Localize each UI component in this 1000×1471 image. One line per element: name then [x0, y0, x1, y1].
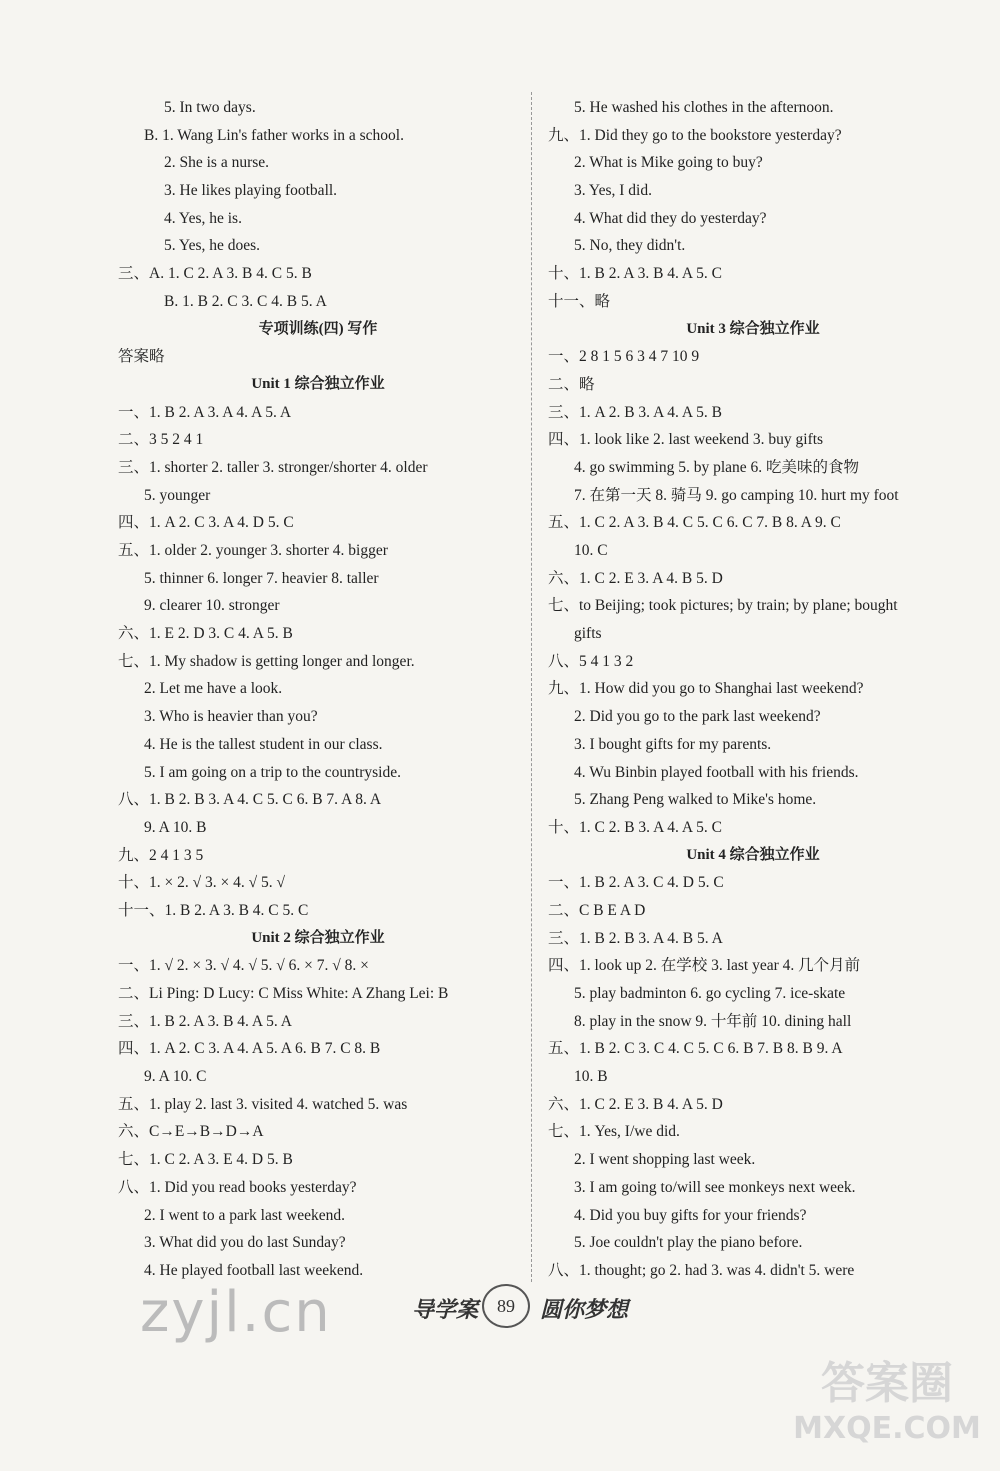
answer-line: 二、3 5 2 4 1: [118, 431, 204, 449]
answer-line: 十一、1. B 2. A 3. B 4. C 5. C: [118, 901, 309, 919]
answer-line: 4. Wu Binbin played football with his friends.: [574, 763, 859, 781]
answer-line: 九、1. How did you go to Shanghai last weekend?: [548, 680, 864, 698]
answer-line: 三、1. B 2. B 3. A 4. B 5. A: [548, 929, 723, 947]
answer-line: 5. I am going on a trip to the countryside.: [144, 763, 401, 781]
answer-line: 4. He played football last weekend.: [144, 1261, 364, 1279]
stamp-top-text: 答案圈: [821, 1358, 953, 1409]
answer-line: 3. He likes playing football.: [164, 182, 338, 200]
section-heading: 专项训练(四) 写作: [258, 320, 378, 337]
watermark-text: zyjl.cn: [140, 1280, 332, 1345]
answer-line: 四、1. look up 2. 在学校 3. last year 4. 几个月前: [548, 957, 861, 975]
corner-stamp: [792, 1341, 982, 1461]
answer-line: 2. I went to a park last weekend.: [144, 1206, 346, 1224]
answer-line: 2. Let me have a look.: [144, 680, 283, 698]
answer-line: 9. clearer 10. stronger: [144, 597, 280, 615]
answer-line: 4. Yes, he is.: [164, 209, 242, 227]
answer-line: 2. What is Mike going to buy?: [574, 154, 763, 172]
answer-line: 3. What did you do last Sunday?: [144, 1234, 346, 1252]
column-divider: [531, 92, 532, 1282]
answer-line: 一、1. B 2. A 3. C 4. D 5. C: [548, 874, 724, 892]
answer-line: B. 1. B 2. C 3. C 4. B 5. A: [164, 292, 327, 310]
answer-line: 一、2 8 1 5 6 3 4 7 10 9: [548, 348, 700, 366]
answer-line: 答案略: [118, 348, 165, 366]
answer-line: 5. In two days.: [164, 99, 256, 116]
section-heading: Unit 3 综合独立作业: [686, 320, 820, 337]
section-heading: Unit 4 综合独立作业: [686, 846, 820, 863]
answer-line: 七、1. Yes, I/we did.: [548, 1123, 680, 1141]
answer-line: 七、to Beijing; took pictures; by train; by plane; bought: [548, 597, 898, 615]
answer-line: 5. He washed his clothes in the afternoon.: [574, 99, 834, 116]
answer-line: 四、1. A 2. C 3. A 4. D 5. C: [118, 514, 294, 532]
answer-line: 8. play in the snow 9. 十年前 10. dining hall: [574, 1012, 852, 1030]
answer-line: 八、5 4 1 3 2: [548, 652, 634, 670]
answer-line: 四、1. look like 2. last weekend 3. buy gifts: [548, 431, 824, 449]
answer-line: 4. He is the tallest student in our class.: [144, 735, 383, 753]
answer-line: 5. Yes, he does.: [164, 237, 261, 255]
answer-line: 五、1. play 2. last 3. visited 4. watched 5. was: [118, 1095, 408, 1113]
answer-line: 5. Zhang Peng walked to Mike's home.: [574, 791, 817, 809]
answer-line: 9. A 10. C: [144, 1068, 207, 1086]
section-heading: Unit 1 综合独立作业: [251, 375, 385, 392]
answer-line: 六、1. C 2. E 3. A 4. B 5. D: [548, 569, 723, 587]
answer-line: 2. Did you go to the park last weekend?: [574, 708, 821, 726]
answer-line: 三、A. 1. C 2. A 3. B 4. C 5. B: [118, 265, 312, 283]
answer-line: B. 1. Wang Lin's father works in a school.: [144, 126, 404, 144]
answer-line: 二、Li Ping: D Lucy: C Miss White: A Zhang Lei: B: [118, 985, 449, 1002]
answer-line: 五、1. C 2. A 3. B 4. C 5. C 6. C 7. B 8. A 9. C: [548, 514, 841, 532]
stamp-bottom-text: MXQE.COM: [793, 1411, 981, 1446]
answer-line: 4. What did they do yesterday?: [574, 209, 767, 227]
answer-line: 4. go swimming 5. by plane 6. 吃美味的食物: [574, 458, 860, 476]
answer-line: 3. Yes, I did.: [574, 182, 652, 200]
answer-line: gifts: [574, 625, 602, 643]
answer-line: 六、C→E→B→D→A: [118, 1123, 264, 1141]
answer-line: 5. No, they didn't.: [574, 237, 686, 255]
right-column: [548, 94, 958, 1285]
answer-line: 七、1. My shadow is getting longer and longer.: [118, 652, 415, 670]
answer-line: 八、1. Did you read books yesterday?: [118, 1178, 357, 1196]
answer-line: 二、C B E A D: [548, 901, 646, 919]
section-heading: Unit 2 综合独立作业: [251, 929, 385, 946]
answer-line: 2. She is a nurse.: [164, 154, 270, 172]
answer-line: 十、1. B 2. A 3. B 4. A 5. C: [548, 265, 722, 283]
answer-line: 四、1. A 2. C 3. A 4. A 5. A 6. B 7. C 8. B: [118, 1040, 381, 1058]
answer-line: 5. younger: [144, 486, 211, 504]
answer-line: 7. 在第一天 8. 骑马 9. go camping 10. hurt my foot: [574, 486, 899, 504]
answer-line: 十、1. C 2. B 3. A 4. A 5. C: [548, 818, 722, 836]
answer-line: 三、1. shorter 2. taller 3. stronger/shorter 4. older: [118, 458, 428, 476]
answer-line: 3. I bought gifts for my parents.: [574, 735, 772, 753]
answer-line: 六、1. E 2. D 3. C 4. A 5. B: [118, 625, 293, 643]
answer-line: 十、1. × 2. √ 3. × 4. √ 5. √: [118, 874, 286, 892]
answer-line: 九、2 4 1 3 5: [118, 846, 204, 864]
answer-line: 一、1. √ 2. × 3. √ 4. √ 5. √ 6. × 7. √ 8. ×: [118, 957, 369, 975]
answer-line: 八、1. thought; go 2. had 3. was 4. didn't 5. were: [548, 1261, 855, 1279]
answer-line: 5. thinner 6. longer 7. heavier 8. taller: [144, 569, 379, 587]
answer-line: 9. A 10. B: [144, 818, 207, 836]
page-number: 89: [482, 1284, 530, 1328]
answer-line: 八、1. B 2. B 3. A 4. C 5. C 6. B 7. A 8. A: [118, 791, 382, 809]
answer-line: 三、1. A 2. B 3. A 4. A 5. B: [548, 403, 722, 421]
answer-line: 3. Who is heavier than you?: [144, 708, 318, 726]
answer-line: 六、1. C 2. E 3. B 4. A 5. D: [548, 1095, 723, 1113]
footer-left-text: 导学案: [412, 1297, 479, 1322]
answer-line: 十一、略: [548, 292, 611, 310]
answer-line: 二、略: [548, 375, 595, 393]
footer-right-text: 圆你梦想: [540, 1297, 629, 1322]
answer-line: 五、1. older 2. younger 3. shorter 4. bigger: [118, 542, 388, 559]
answer-line: 4. Did you buy gifts for your friends?: [574, 1206, 807, 1224]
answer-line: 3. I am going to/will see monkeys next week.: [574, 1178, 856, 1196]
answer-line: 七、1. C 2. A 3. E 4. D 5. B: [118, 1151, 293, 1169]
answer-line: 10. C: [574, 542, 608, 559]
answer-line: 5. Joe couldn't play the piano before.: [574, 1234, 803, 1252]
answer-line: 一、1. B 2. A 3. A 4. A 5. A: [118, 403, 292, 421]
left-column: [118, 94, 518, 1285]
answer-line: 三、1. B 2. A 3. B 4. A 5. A: [118, 1012, 292, 1030]
answer-line: 5. play badminton 6. go cycling 7. ice-skate: [574, 985, 846, 1002]
answer-line: 10. B: [574, 1068, 608, 1086]
answer-line: 九、1. Did they go to the bookstore yesterday?: [548, 126, 842, 144]
answer-line: 五、1. B 2. C 3. C 4. C 5. C 6. B 7. B 8. B 9. A: [548, 1040, 843, 1058]
answer-line: 2. I went shopping last week.: [574, 1151, 756, 1169]
